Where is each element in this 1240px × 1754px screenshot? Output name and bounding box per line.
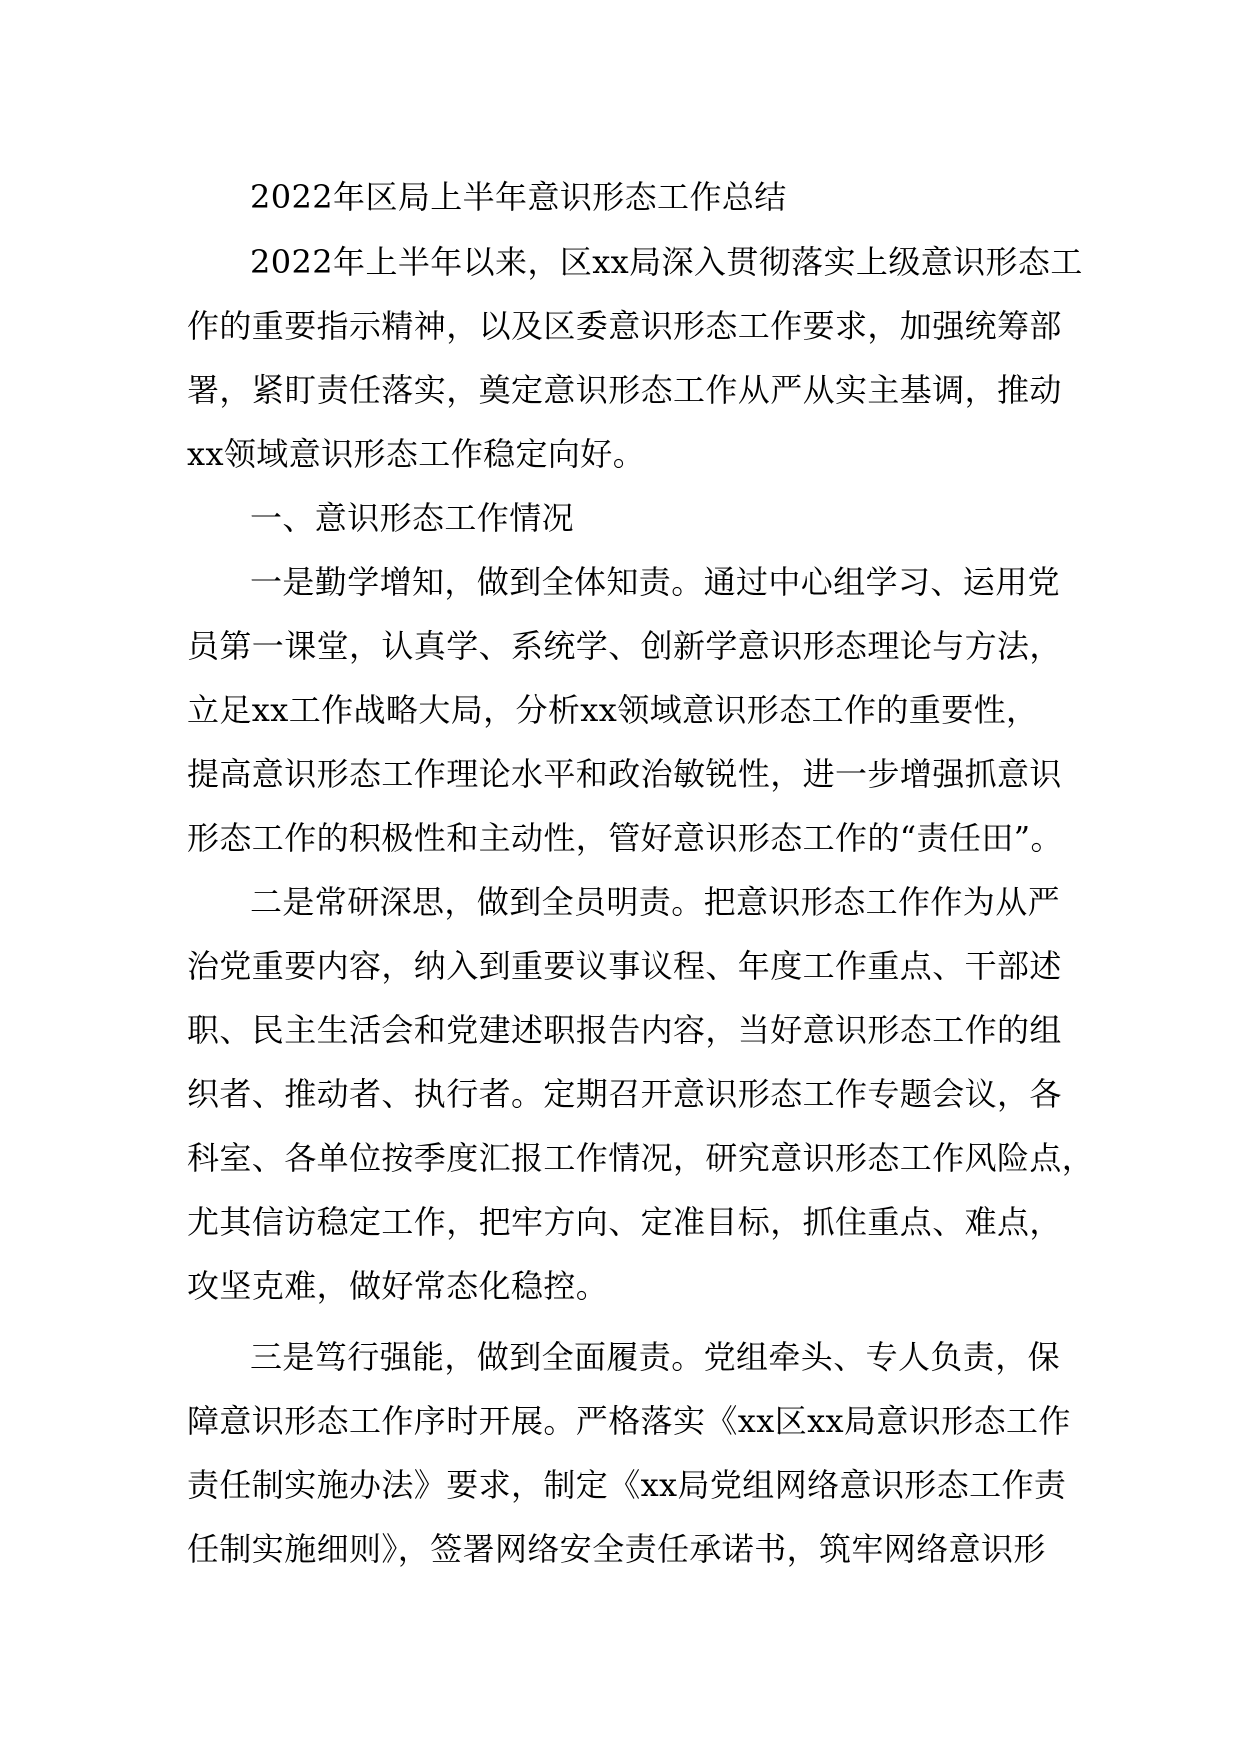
paragraph-line: 一是勤学增知，做到全体知责。通过中心组学习、运用党 — [250, 563, 1061, 601]
paragraph-line: 科室、各单位按季度汇报工作情况，研究意识形态工作风险点， — [187, 1139, 1095, 1177]
paragraph-line: 治党重要内容，纳入到重要议事议程、年度工作重点、干部述 — [187, 947, 1062, 985]
paragraph-line: 职、民主生活会和党建述职报告内容，当好意识形态工作的组 — [187, 1011, 1062, 1049]
paragraph-line: 员第一课堂，认真学、系统学、创新学意识形态理论与方法， — [187, 627, 1062, 665]
paragraph-line: 立足xx工作战略大局，分析xx领域意识形态工作的重要性， — [187, 691, 1039, 729]
paragraph-line: 提高意识形态工作理论水平和政治敏锐性，进一步增强抓意识 — [187, 755, 1062, 793]
paragraph-line: 作的重要指示精神，以及区委意识形态工作要求，加强统筹部 — [187, 307, 1062, 345]
paragraph-line: 二是常研深思，做到全员明责。把意识形态工作作为从严 — [250, 883, 1061, 921]
paragraph-line: 攻坚克难，做好常态化稳控。 — [187, 1267, 609, 1305]
section-heading: 一、意识形态工作情况 — [250, 499, 575, 537]
paragraph-line: xx领域意识形态工作稳定向好。 — [187, 435, 646, 473]
paragraph-line: 任制实施细则》，签署网络安全责任承诺书，筑牢网络意识形 — [187, 1530, 1046, 1568]
paragraph-line: 责任制实施办法》要求，制定《xx局党组网络意识形态工作责 — [187, 1466, 1067, 1504]
paragraph-line: 三是笃行强能，做到全面履责。党组牵头、专人负责，保 — [250, 1338, 1061, 1376]
document-title: 2022年区局上半年意识形态工作总结 — [250, 178, 787, 216]
paragraph-line: 署，紧盯责任落实，奠定意识形态工作从严从实主基调，推动 — [187, 371, 1062, 409]
paragraph-line: 障意识形态工作序时开展。严格落实《xx区xx局意识形态工作 — [187, 1402, 1071, 1440]
paragraph-line: 尤其信访稳定工作，把牢方向、定准目标，抓住重点、难点， — [187, 1203, 1062, 1241]
paragraph-line: 2022年上半年以来，区xx局深入贯彻落实上级意识形态工 — [250, 243, 1083, 281]
paragraph-line: 织者、推动者、执行者。定期召开意识形态工作专题会议，各 — [187, 1075, 1062, 1113]
paragraph-line: 形态工作的积极性和主动性，管好意识形态工作的“责任田”。 — [187, 819, 1063, 857]
